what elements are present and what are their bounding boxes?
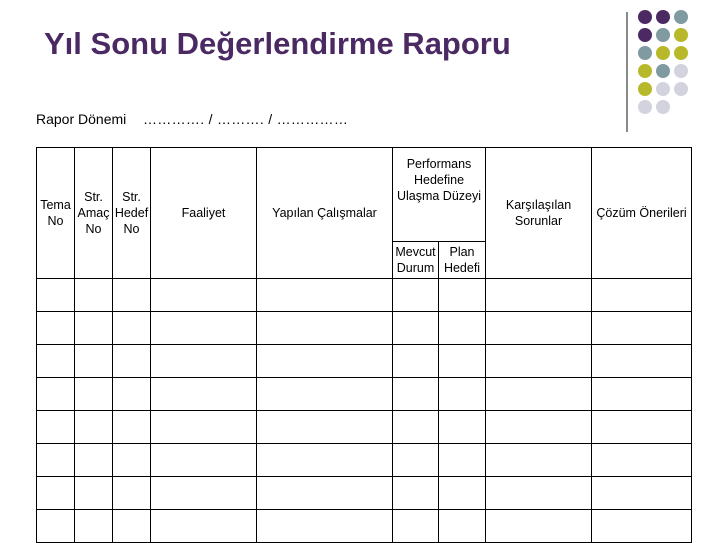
table-cell[interactable]	[257, 411, 393, 444]
decorative-dot	[674, 46, 688, 60]
table-cell[interactable]	[257, 345, 393, 378]
decorative-dot	[638, 100, 652, 114]
table-cell[interactable]	[257, 378, 393, 411]
table-cell[interactable]	[393, 510, 439, 543]
table-cell[interactable]	[75, 279, 113, 312]
table-cell[interactable]	[37, 378, 75, 411]
decorative-dot	[656, 64, 670, 78]
table-cell[interactable]	[37, 345, 75, 378]
decorative-dot	[656, 28, 670, 42]
table-cell[interactable]	[257, 477, 393, 510]
table-cell[interactable]	[592, 444, 692, 477]
table-cell[interactable]	[257, 444, 393, 477]
decorative-dot	[638, 28, 652, 42]
table-cell[interactable]	[257, 279, 393, 312]
table-cell[interactable]	[486, 444, 592, 477]
table-cell[interactable]	[151, 378, 257, 411]
table-cell[interactable]	[393, 477, 439, 510]
table-cell[interactable]	[486, 510, 592, 543]
table-cell[interactable]	[393, 411, 439, 444]
table-cell[interactable]	[486, 378, 592, 411]
header-str-amac-no: Str. Amaç No	[75, 148, 113, 279]
table-cell[interactable]	[75, 345, 113, 378]
report-period-label: Rapor Dönemi	[36, 111, 127, 127]
decorative-dot	[656, 10, 670, 24]
table-cell[interactable]	[151, 510, 257, 543]
table-row	[37, 279, 692, 312]
table-cell[interactable]	[113, 411, 151, 444]
header-yapilan-calismalar: Yapılan Çalışmalar	[257, 148, 393, 279]
table-cell[interactable]	[592, 312, 692, 345]
header-plan-hedefi: Plan Hedefi	[439, 242, 486, 279]
table-row	[37, 510, 692, 543]
report-table	[36, 147, 692, 543]
table-cell[interactable]	[486, 345, 592, 378]
table-cell[interactable]	[113, 279, 151, 312]
table-cell[interactable]	[393, 345, 439, 378]
header-cozum-onerileri: Çözüm Önerileri	[592, 148, 692, 279]
header-faaliyet: Faaliyet	[151, 148, 257, 279]
table-cell[interactable]	[75, 312, 113, 345]
decorative-dot	[638, 82, 652, 96]
table-cell[interactable]	[393, 444, 439, 477]
table-cell[interactable]	[113, 444, 151, 477]
table-cell[interactable]	[592, 279, 692, 312]
table-cell[interactable]	[592, 411, 692, 444]
decorative-divider	[626, 12, 628, 132]
table-row	[37, 477, 692, 510]
decorative-dot	[674, 28, 688, 42]
table-cell[interactable]	[113, 477, 151, 510]
table-cell[interactable]	[113, 345, 151, 378]
table-cell[interactable]	[439, 411, 486, 444]
table-cell[interactable]	[393, 378, 439, 411]
table-cell[interactable]	[151, 477, 257, 510]
table-cell[interactable]	[257, 312, 393, 345]
table-cell[interactable]	[113, 312, 151, 345]
table-cell[interactable]	[486, 279, 592, 312]
table-cell[interactable]	[75, 411, 113, 444]
table-cell[interactable]	[151, 312, 257, 345]
table-cell[interactable]	[151, 444, 257, 477]
decorative-dot	[656, 82, 670, 96]
header-mevcut-durum: Mevcut Durum	[393, 242, 439, 279]
decorative-dot	[638, 46, 652, 60]
table-cell[interactable]	[37, 411, 75, 444]
table-cell[interactable]	[393, 279, 439, 312]
table-cell[interactable]	[439, 378, 486, 411]
decorative-dot	[656, 46, 670, 60]
table-cell[interactable]	[439, 279, 486, 312]
table-cell[interactable]	[37, 312, 75, 345]
table-cell[interactable]	[75, 477, 113, 510]
table-row	[37, 411, 692, 444]
table-cell[interactable]	[151, 279, 257, 312]
table-row	[37, 378, 692, 411]
page-title: Yıl Sonu Değerlendirme Raporu	[44, 26, 511, 61]
table-cell[interactable]	[439, 510, 486, 543]
table-cell[interactable]	[592, 477, 692, 510]
table-cell[interactable]	[113, 378, 151, 411]
table-cell[interactable]	[592, 378, 692, 411]
decorative-dot-grid	[638, 10, 720, 120]
decorative-dot	[674, 64, 688, 78]
table-cell[interactable]	[393, 312, 439, 345]
table-row	[37, 444, 692, 477]
header-karsilasilan-sorunlar: Karşılaşılan Sorunlar	[486, 148, 592, 279]
table-cell[interactable]	[592, 510, 692, 543]
decorative-dot	[638, 64, 652, 78]
table-cell[interactable]	[75, 444, 113, 477]
table-cell[interactable]	[486, 411, 592, 444]
table-cell[interactable]	[37, 477, 75, 510]
table-cell[interactable]	[75, 378, 113, 411]
table-cell[interactable]	[151, 411, 257, 444]
decorative-dot	[656, 100, 670, 114]
table-cell[interactable]	[37, 279, 75, 312]
table-cell[interactable]	[37, 510, 75, 543]
table-cell[interactable]	[439, 477, 486, 510]
table-cell[interactable]	[439, 444, 486, 477]
table-cell[interactable]	[37, 444, 75, 477]
table-row	[37, 312, 692, 345]
decorative-dot	[674, 10, 688, 24]
table-cell[interactable]	[486, 312, 592, 345]
table-cell[interactable]	[75, 510, 113, 543]
report-period-value: …………. / ………. / ……………	[143, 111, 349, 127]
table-cell[interactable]	[486, 477, 592, 510]
table-cell[interactable]	[257, 510, 393, 543]
header-tema-no: Tema No	[37, 148, 75, 279]
table-row	[37, 345, 692, 378]
header-str-hedef-no: Str. Hedef No	[113, 148, 151, 279]
table-cell[interactable]	[439, 312, 486, 345]
table-cell[interactable]	[151, 345, 257, 378]
table-cell[interactable]	[439, 345, 486, 378]
decorative-dot	[638, 10, 652, 24]
table-cell[interactable]	[592, 345, 692, 378]
table-cell[interactable]	[113, 510, 151, 543]
header-performans: Performans Hedefine Ulaşma Düzeyi	[393, 148, 486, 242]
decorative-dot	[674, 82, 688, 96]
